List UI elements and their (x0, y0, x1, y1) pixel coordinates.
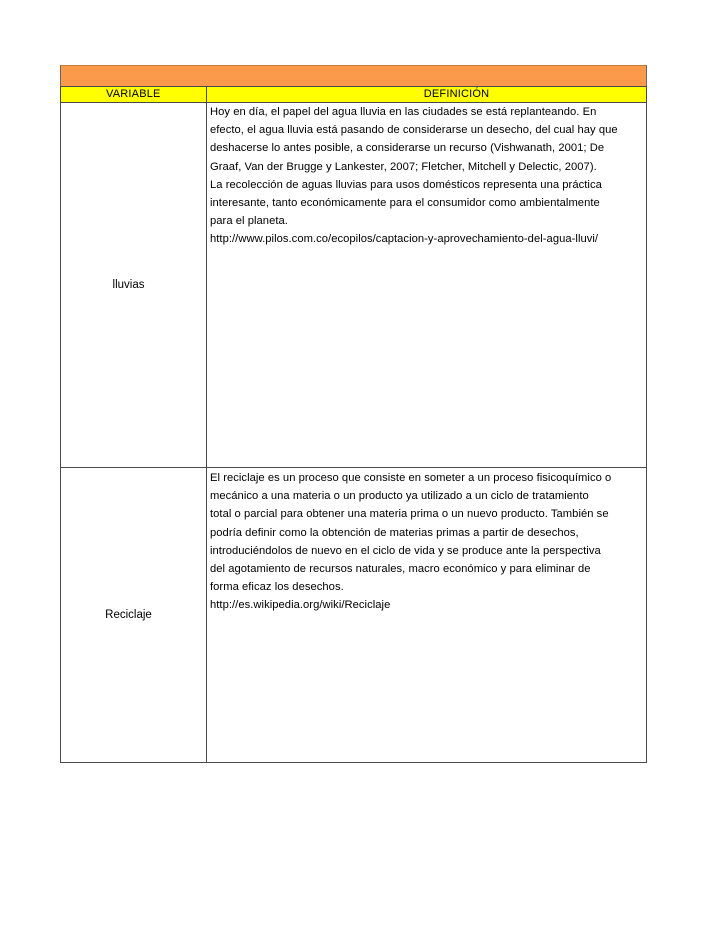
definition-line: podría definir como la obtención de materias primas a partir de desechos, (210, 526, 579, 539)
definition-line: para el planeta. (210, 215, 288, 228)
table-row (61, 468, 647, 763)
variable-cell (61, 468, 207, 763)
definition-column-header: DEFINICIÓN (207, 87, 647, 103)
definition-line: El reciclaje es un proceso que consiste en someter a un proceso fisicoquímico o (210, 472, 612, 484)
header-row (61, 87, 647, 103)
orange-title-bar (60, 65, 647, 86)
definition-cell (207, 468, 647, 763)
variable-cell (61, 103, 207, 468)
variable-label: Reciclaje (105, 609, 152, 621)
definition-line: deshacerse lo antes posible, a considerarse un recurso (Vishwanath, 2001; De (210, 142, 605, 155)
definition-line: Graaf, Van der Brugge y Lankester, 2007; Fletcher, Mitchell y Delectic, 2007). (210, 160, 597, 173)
table-row (61, 103, 647, 468)
variables-table (60, 86, 647, 763)
definition-line: mecánico a una materia o un producto ya utilizado a un ciclo de tratamiento (210, 490, 589, 503)
spreadsheet-table (60, 65, 647, 763)
definition-line: La recolección de aguas lluvias para usos domésticos representa una práctica (210, 178, 602, 191)
definition-line: introduciéndolos de nuevo en el ciclo de vida y se produce ante la perspectiva (210, 544, 601, 557)
definition-line: total o parcial para obtener una materia prima o un nuevo producto. También se (210, 508, 609, 521)
definition-line: Hoy en día, el papel del agua lluvia en las ciudades se está replanteando. En (210, 106, 597, 118)
definition-line: interesante, tanto económicamente para el consumidor como ambientalmente (210, 197, 600, 210)
definition-line: forma eficaz los desechos. (210, 581, 344, 594)
variable-column-header: VARIABLE (61, 87, 207, 103)
definition-line: del agotamiento de recursos naturales, macro económico y para eliminar de (210, 563, 591, 576)
definition-line: efecto, el agua lluvia está pasando de considerarse un desecho, del cual hay que (210, 124, 618, 137)
source-link: http://es.wikipedia.org/wiki/Reciclaje (210, 599, 391, 612)
definition-cell (207, 103, 647, 468)
source-link: http://www.pilos.com.co/ecopilos/captacion-y-aprovechamiento-del-agua-lluvi/ (210, 233, 599, 246)
variable-label: lluvias (112, 279, 145, 291)
